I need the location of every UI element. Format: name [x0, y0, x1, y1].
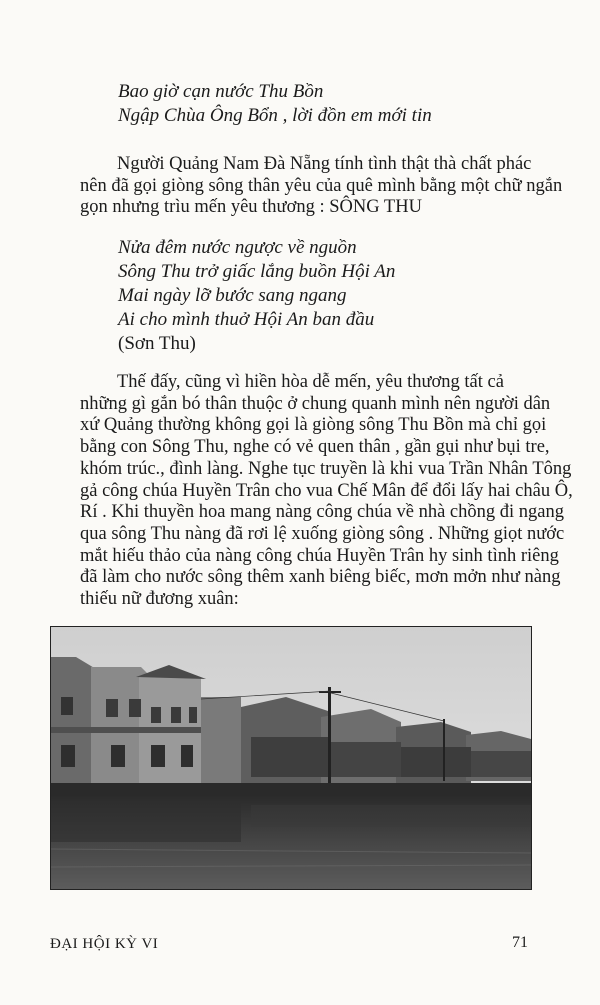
verse-line: Bao giờ cạn nước Thu Bồn	[118, 81, 324, 102]
page-number: 71	[512, 934, 528, 951]
verse-line: Ai cho mình thuở Hội An ban đầu	[118, 309, 375, 330]
paragraph-line: Rí . Khi thuyền hoa mang nàng công chúa về nhà chồng đi ngang	[80, 502, 564, 523]
paragraph-song-thu-name	[80, 154, 562, 219]
paragraph-line: Người Quảng Nam Đà Nẵng tính tình thật thà chất phác	[117, 154, 532, 174]
paragraph-line: gả công chúa Huyền Trân cho vua Chế Mân để đổi lấy hai châu Ô,	[80, 480, 573, 501]
verse-line: Nửa đêm nước ngược về nguồn	[118, 237, 357, 258]
paragraph-line: xứ Quảng thường không gọi là giòng sông Thu Bồn mà chỉ gọi	[80, 415, 547, 436]
footer-publication: ĐẠI HỘI KỲ VI	[50, 936, 159, 952]
paragraph-line: thiếu nữ đương xuân:	[80, 589, 239, 610]
paragraph-line: Thế đấy, cũng vì hiền hòa dễ mến, yêu thương tất cả	[117, 372, 504, 392]
verse-credit: (Sơn Thu)	[118, 333, 196, 354]
verse-nua-dem	[118, 236, 395, 356]
paragraph-line: qua sông Thu nàng đã rơi lệ xuống giòng sông . Những giọt nước	[80, 523, 565, 544]
paragraph-line: nên đã gọi giòng sông thân yêu của quê mình bằng một chữ ngắn	[80, 175, 563, 196]
verse-thu-bon	[118, 80, 432, 128]
verse-line: Mai ngày lỡ bước sang ngang	[118, 285, 347, 306]
verse-line: Sông Thu trở giấc lắng buồn Hội An	[118, 261, 396, 282]
paragraph-line: gọn nhưng trìu mến yêu thương : SÔNG THU	[80, 197, 422, 218]
paragraph-line: bằng con Sông Thu, nghe có vẻ quen thân , gần gụi như bụi tre,	[80, 437, 550, 458]
hoi-an-riverside-photo	[50, 626, 532, 890]
paragraph-line: đã làm cho nước sông thêm xanh biêng biếc, mơn mởn như nàng	[80, 567, 561, 588]
paragraph-line: khóm trúc., đình làng. Nghe tục truyền là khi vua Trần Nhân Tông	[80, 458, 572, 479]
verse-line: Ngập Chùa Ông Bổn , lời đồn em mới tin	[118, 105, 432, 126]
paragraph-huyen-tran	[80, 372, 573, 611]
paragraph-line: những gì gắn bó thân thuộc ở chung quanh mình nên người dân	[80, 393, 551, 414]
paragraph-line: mắt hiếu thảo của nàng công chúa Huyền Trân hy sinh tình riêng	[80, 545, 559, 566]
